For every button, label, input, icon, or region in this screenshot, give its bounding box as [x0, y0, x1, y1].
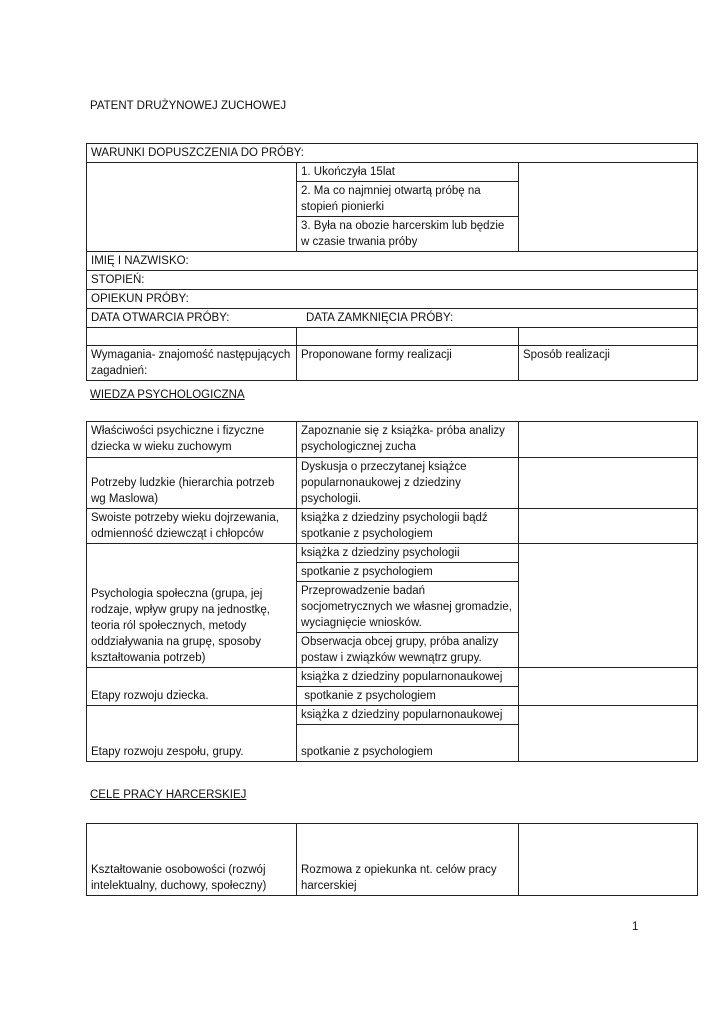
condition-item: 2. Ma co najmniej otwartą próbę na stopień pionierki — [297, 182, 518, 217]
form-cell: Zapoznanie się z książka- próba analizy psychologicznej zucha — [297, 422, 519, 458]
section-heading-psychology: WIEDZA PSYCHOLOGICZNA — [90, 389, 245, 401]
form-cell: Dyskusja o przeczytanej książce popularnonaukowej z dziedziny psychologii. — [297, 458, 519, 509]
dates-row — [87, 309, 698, 328]
form-cell: Rozmowa z opiekunka nt. celów pracy harcerskiej — [297, 824, 519, 896]
condition-item: 1. Ukończyła 15lat — [297, 163, 518, 182]
page-number: 1 — [632, 921, 639, 933]
psychology-table — [86, 421, 698, 762]
requirement-cell: Psychologia społeczna (grupa, jej rodzaje, wpływ grupy na jednostkę, teoria ról społecznych, metody oddziaływania na grupę, sposoby kształtowania potrzeb) — [87, 544, 297, 668]
col-header-method: Sposób realizacji — [519, 346, 698, 381]
form-cell: spotkanie z psychologiem — [297, 563, 518, 582]
open-date-label: DATA OTWARCIA PRÓBY: — [91, 312, 230, 324]
col-header-requirements: Wymagania- znajomość następujących zagadnień: — [87, 346, 297, 381]
mentor-label: OPIEKUN PRÓBY: — [87, 290, 698, 309]
goals-table — [86, 823, 698, 896]
form-cell: Przeprowadzenie badań socjometrycznych we własnej gromadzie, wyciagnięcie wniosków. — [297, 582, 518, 633]
form-cell: książka z dziedziny psychologii bądź spotkanie z psychologiem — [297, 509, 519, 544]
rank-label: STOPIEŃ: — [87, 271, 698, 290]
form-cell: spotkanie z psychologiem — [301, 690, 436, 702]
form-cell: spotkanie z psychologiem — [301, 745, 433, 758]
section-heading-goals: CELE PRACY HARCERSKIEJ — [90, 789, 247, 801]
form-cell: książka z dziedziny psychologii — [297, 544, 518, 563]
col-header-forms: Proponowane formy realizacji — [297, 346, 519, 381]
name-label: IMIĘ I NAZWISKO: — [87, 252, 698, 271]
form-cell: książka z dziedziny popularnonaukowej — [297, 668, 518, 687]
conditions-table — [86, 143, 698, 381]
page-title: PATENT DRUŻYNOWEJ ZUCHOWEJ — [90, 100, 287, 112]
requirement-cell: Potrzeby ludzkie (hierarchia potrzeb wg Maslowa) — [87, 458, 297, 509]
form-cell: książka z dziedziny popularnonaukowej — [297, 706, 518, 725]
requirement-cell: Swoiste potrzeby wieku dojrzewania, odmienność dziewcząt i chłopców — [87, 509, 297, 544]
requirement-cell: Etapy rozwoju dziecka. — [87, 668, 297, 706]
requirement-cell: Etapy rozwoju zespołu, grupy. — [87, 706, 297, 762]
condition-item: 3. Była na obozie harcerskim lub będzie w czasie trwania próby — [301, 220, 505, 248]
close-date-label: DATA ZAMKNIĘCIA PRÓBY: — [306, 312, 454, 324]
form-cell: Obserwacja obcej grupy, próba analizy postaw i związków wewnątrz grupy. — [301, 636, 499, 664]
requirement-cell: Kształtowanie osobowości (rozwój intelektualny, duchowy, społeczny) — [87, 824, 297, 896]
requirement-cell: Właściwości psychiczne i fizyczne dziecka w wieku zuchowym — [87, 422, 297, 458]
conditions-header: WARUNKI DOPUSZCZENIA DO PRÓBY: — [87, 144, 698, 163]
